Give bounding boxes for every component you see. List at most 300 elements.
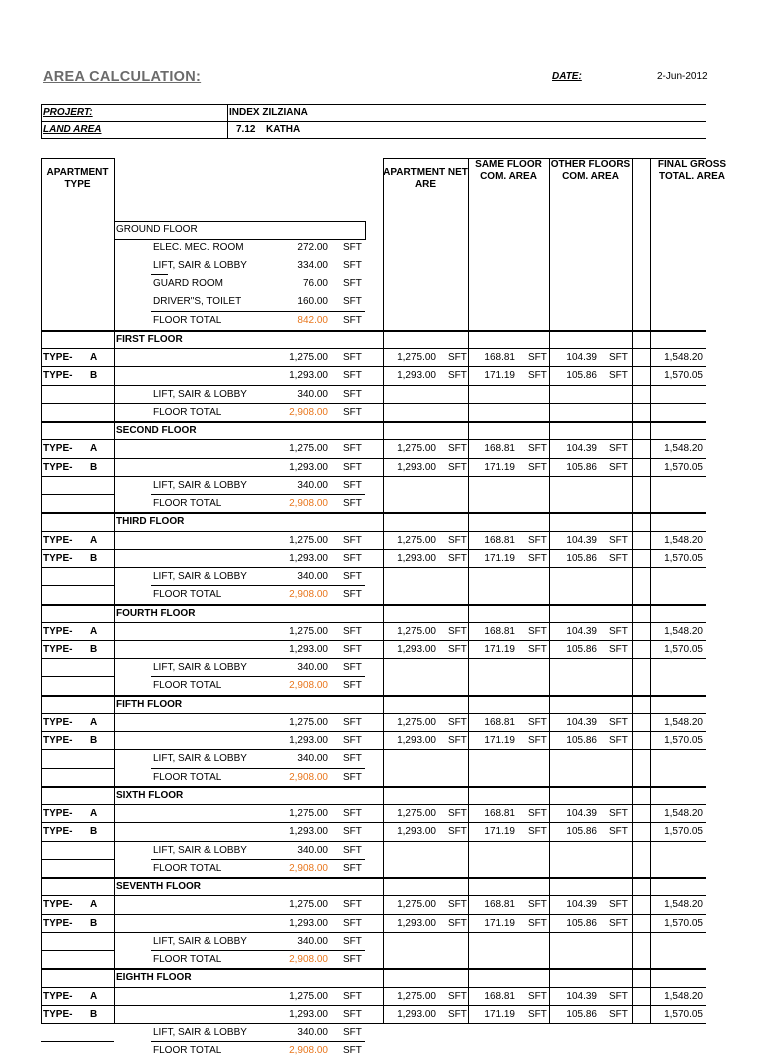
type-letter: B (90, 918, 98, 929)
floor-total-label: FLOOR TOTAL (153, 680, 222, 691)
floor-total-value: 2,908.00 (289, 954, 328, 965)
floor-total-label: FLOOR TOTAL (153, 772, 222, 783)
type-unit: SFT (343, 370, 362, 381)
item-unit: SFT (343, 260, 362, 271)
net-unit: SFT (448, 370, 467, 381)
same-unit: SFT (528, 735, 547, 746)
other-value: 104.39 (566, 443, 597, 454)
type-letter: A (90, 443, 98, 454)
type-unit: SFT (343, 826, 362, 837)
info-top-border (41, 104, 706, 105)
type-row (41, 1006, 706, 1024)
lobby-unit: SFT (343, 1027, 362, 1038)
same-value: 171.19 (484, 370, 515, 381)
ground-floor-item (41, 257, 706, 275)
type-label: TYPE- (43, 462, 73, 473)
lobby-row (41, 842, 706, 860)
floor-total-unit: SFT (343, 863, 362, 874)
lobby-value: 340.00 (297, 662, 328, 673)
item-unit: SFT (343, 242, 362, 253)
land-area-unit: KATHA (266, 124, 301, 135)
item-label: GUARD ROOM (153, 278, 223, 289)
type-letter: A (90, 535, 98, 546)
same-unit: SFT (528, 553, 547, 564)
type-row (41, 623, 706, 641)
item-unit: SFT (343, 278, 362, 289)
other-unit: SFT (609, 991, 628, 1002)
other-unit: SFT (609, 899, 628, 910)
lobby-value: 340.00 (297, 571, 328, 582)
final-value: 1,570.05 (664, 370, 703, 381)
lobby-label: LIFT, SAIR & LOBBY (153, 389, 247, 400)
type-letter: A (90, 991, 98, 1002)
lobby-row (41, 750, 706, 768)
type-label: TYPE- (43, 735, 73, 746)
type-unit: SFT (343, 352, 362, 363)
type-letter: B (90, 826, 98, 837)
final-value: 1,570.05 (664, 644, 703, 655)
other-value: 105.86 (566, 553, 597, 564)
other-value: 104.39 (566, 626, 597, 637)
net-unit: SFT (448, 352, 467, 363)
same-value: 171.19 (484, 735, 515, 746)
type-label: TYPE- (43, 826, 73, 837)
type-unit: SFT (343, 626, 362, 637)
type-row (41, 714, 706, 732)
same-value: 168.81 (484, 443, 515, 454)
lift-underline-accent (151, 274, 168, 275)
project-value: INDEX ZILZIANA (229, 107, 308, 118)
net-unit: SFT (448, 644, 467, 655)
other-unit: SFT (609, 717, 628, 728)
same-unit: SFT (528, 626, 547, 637)
floor-title-row (41, 331, 706, 349)
floor-total-label: FLOOR TOTAL (153, 498, 222, 509)
land-area-value: 7.12 (236, 124, 256, 135)
floor-total-unit: SFT (343, 1045, 362, 1056)
lobby-unit: SFT (343, 845, 362, 856)
same-value: 171.19 (484, 918, 515, 929)
type-label: TYPE- (43, 443, 73, 454)
floor-title: EIGHTH FLOOR (116, 972, 192, 983)
other-unit: SFT (609, 553, 628, 564)
type-unit: SFT (343, 899, 362, 910)
net-unit: SFT (448, 535, 467, 546)
net-value: 1,275.00 (397, 808, 436, 819)
final-value: 1,548.20 (664, 717, 703, 728)
floor-title-row (41, 422, 706, 440)
item-label: DRIVER"S, TOILET (153, 296, 242, 307)
floor-total-row (41, 495, 706, 513)
type-row (41, 823, 706, 841)
final-value: 1,548.20 (664, 535, 703, 546)
lobby-unit: SFT (343, 571, 362, 582)
other-unit: SFT (609, 808, 628, 819)
net-value: 1,275.00 (397, 443, 436, 454)
floor-total-row (41, 769, 706, 787)
net-value: 1,275.00 (397, 899, 436, 910)
final-value: 1,570.05 (664, 735, 703, 746)
info-left-border (41, 104, 42, 138)
other-value: 105.86 (566, 735, 597, 746)
same-unit: SFT (528, 462, 547, 473)
type-row (41, 459, 706, 477)
same-unit: SFT (528, 352, 547, 363)
floor-title-row (41, 513, 706, 531)
floor-total-row (41, 404, 706, 422)
net-unit: SFT (448, 918, 467, 929)
other-value: 105.86 (566, 918, 597, 929)
final-value: 1,548.20 (664, 808, 703, 819)
final-value: 1,570.05 (664, 553, 703, 564)
floor-title: SEVENTH FLOOR (116, 881, 202, 892)
type-unit: SFT (343, 644, 362, 655)
same-value: 168.81 (484, 899, 515, 910)
type-row (41, 349, 706, 367)
type-row (41, 805, 706, 823)
same-unit: SFT (528, 717, 547, 728)
final-value: 1,548.20 (664, 899, 703, 910)
same-unit: SFT (528, 443, 547, 454)
other-value: 104.39 (566, 535, 597, 546)
type-letter: A (90, 899, 98, 910)
other-unit: SFT (609, 535, 628, 546)
type-area: 1,275.00 (289, 626, 328, 637)
floor-total-label: FLOOR TOTAL (153, 407, 222, 418)
floor-total-value: 2,908.00 (289, 589, 328, 600)
type-letter: B (90, 370, 98, 381)
type-row (41, 988, 706, 1006)
floor-total-value: 2,908.00 (289, 1045, 328, 1056)
other-value: 104.39 (566, 352, 597, 363)
lobby-label: LIFT, SAIR & LOBBY (153, 753, 247, 764)
type-area: 1,293.00 (289, 826, 328, 837)
ground-floor-title: GROUND FLOOR (116, 224, 198, 235)
lobby-row (41, 477, 706, 495)
floor-total-row (41, 951, 706, 969)
type-letter: A (90, 808, 98, 819)
net-unit: SFT (448, 808, 467, 819)
other-unit: SFT (609, 735, 628, 746)
type-letter: B (90, 644, 98, 655)
floor-total-value: 2,908.00 (289, 407, 328, 418)
lobby-unit: SFT (343, 480, 362, 491)
info-mid-border (41, 121, 706, 122)
other-value: 105.86 (566, 1009, 597, 1020)
type-unit: SFT (343, 918, 362, 929)
other-unit: SFT (609, 370, 628, 381)
type-row (41, 732, 706, 750)
final-value: 1,570.05 (664, 826, 703, 837)
floor-total-unit: SFT (343, 498, 362, 509)
header-same-floor: SAME FLOOR COM. AREA (475, 159, 542, 182)
floor-total-row (41, 586, 706, 604)
net-unit: SFT (448, 899, 467, 910)
floor-title: FOURTH FLOOR (116, 608, 196, 619)
other-unit: SFT (609, 626, 628, 637)
type-label: TYPE- (43, 535, 73, 546)
net-value: 1,293.00 (397, 370, 436, 381)
floor-title: FIFTH FLOOR (116, 699, 183, 710)
same-value: 171.19 (484, 1009, 515, 1020)
lobby-value: 340.00 (297, 480, 328, 491)
same-value: 168.81 (484, 535, 515, 546)
final-value: 1,548.20 (664, 352, 703, 363)
type-letter: A (90, 717, 98, 728)
other-unit: SFT (609, 443, 628, 454)
lobby-unit: SFT (343, 753, 362, 764)
type-area: 1,275.00 (289, 808, 328, 819)
net-value: 1,293.00 (397, 644, 436, 655)
lobby-value: 340.00 (297, 1027, 328, 1038)
item-unit: SFT (343, 296, 362, 307)
floor-total-unit: SFT (343, 680, 362, 691)
net-value: 1,293.00 (397, 1009, 436, 1020)
net-unit: SFT (448, 462, 467, 473)
ground-floor-total-row (41, 312, 706, 330)
type-letter: B (90, 1009, 98, 1020)
type-letter: B (90, 735, 98, 746)
type-area: 1,293.00 (289, 644, 328, 655)
same-value: 171.19 (484, 644, 515, 655)
type-area: 1,275.00 (289, 535, 328, 546)
type-unit: SFT (343, 1009, 362, 1020)
header-other-floors: OTHER FLOORS COM. AREA (550, 159, 631, 182)
net-unit: SFT (448, 826, 467, 837)
lobby-unit: SFT (343, 936, 362, 947)
other-unit: SFT (609, 918, 628, 929)
other-unit: SFT (609, 1009, 628, 1020)
date-value: 2-Jun-2012 (657, 71, 708, 82)
type-area: 1,275.00 (289, 443, 328, 454)
lobby-label: LIFT, SAIR & LOBBY (153, 662, 247, 673)
final-value: 1,570.05 (664, 918, 703, 929)
lobby-label: LIFT, SAIR & LOBBY (153, 845, 247, 856)
type-unit: SFT (343, 735, 362, 746)
info-bottom-border (41, 138, 706, 139)
final-value: 1,548.20 (664, 991, 703, 1002)
type-label: TYPE- (43, 918, 73, 929)
floor-total-value: 842.00 (297, 315, 328, 326)
type-unit: SFT (343, 535, 362, 546)
header-final-gross-clip (650, 159, 727, 189)
floor-title-row (41, 696, 706, 714)
ground-floor-title-row (41, 221, 706, 239)
net-value: 1,293.00 (397, 462, 436, 473)
floor-total-value: 2,908.00 (289, 498, 328, 509)
net-unit: SFT (448, 1009, 467, 1020)
same-value: 171.19 (484, 462, 515, 473)
net-value: 1,275.00 (397, 626, 436, 637)
floor-total-value: 2,908.00 (289, 772, 328, 783)
net-value: 1,275.00 (397, 352, 436, 363)
type-letter: A (90, 626, 98, 637)
floor-total-unit: SFT (343, 589, 362, 600)
header-final-gross: FINAL GROSS TOTAL. AREA (657, 159, 727, 182)
floor-total-value: 2,908.00 (289, 863, 328, 874)
floor-title-row (41, 787, 706, 805)
final-value: 1,548.20 (664, 626, 703, 637)
type-label: TYPE- (43, 626, 73, 637)
floor-total-unit: SFT (343, 954, 362, 965)
type-area: 1,293.00 (289, 918, 328, 929)
type-area: 1,275.00 (289, 899, 328, 910)
lobby-value: 340.00 (297, 845, 328, 856)
type-letter: B (90, 462, 98, 473)
final-value: 1,570.05 (664, 462, 703, 473)
net-value: 1,293.00 (397, 918, 436, 929)
floor-total-unit: SFT (343, 772, 362, 783)
type-unit: SFT (343, 717, 362, 728)
lobby-row (41, 933, 706, 951)
lobby-row (41, 386, 706, 404)
type-label: TYPE- (43, 899, 73, 910)
floor-title: SECOND FLOOR (116, 425, 197, 436)
type-label: TYPE- (43, 991, 73, 1002)
lobby-row (41, 568, 706, 586)
floor-title-row (41, 969, 706, 987)
lobby-unit: SFT (343, 389, 362, 400)
type-area: 1,293.00 (289, 1009, 328, 1020)
net-unit: SFT (448, 991, 467, 1002)
lobby-value: 340.00 (297, 753, 328, 764)
ground-floor-item (41, 275, 706, 293)
type-row (41, 440, 706, 458)
lobby-unit: SFT (343, 662, 362, 673)
type-unit: SFT (343, 991, 362, 1002)
ground-floor-item (41, 293, 706, 311)
item-label: ELEC. MEC. ROOM (153, 242, 244, 253)
ground-floor-item (41, 239, 706, 257)
lobby-label: LIFT, SAIR & LOBBY (153, 936, 247, 947)
lobby-label: LIFT, SAIR & LOBBY (153, 571, 247, 582)
same-value: 168.81 (484, 626, 515, 637)
net-value: 1,293.00 (397, 553, 436, 564)
type-label: TYPE- (43, 1009, 73, 1020)
item-value: 272.00 (297, 242, 328, 253)
type-area: 1,293.00 (289, 735, 328, 746)
lobby-value: 340.00 (297, 936, 328, 947)
other-value: 105.86 (566, 370, 597, 381)
type-letter: B (90, 553, 98, 564)
floor-total-unit: SFT (343, 315, 362, 326)
other-value: 104.39 (566, 899, 597, 910)
final-value: 1,570.05 (664, 1009, 703, 1020)
date-label: DATE: (552, 71, 582, 82)
other-value: 105.86 (566, 644, 597, 655)
net-unit: SFT (448, 717, 467, 728)
other-value: 105.86 (566, 826, 597, 837)
same-value: 171.19 (484, 826, 515, 837)
final-value: 1,548.20 (664, 443, 703, 454)
type-col-top (41, 158, 114, 159)
floor-total-label: FLOOR TOTAL (153, 315, 222, 326)
net-value: 1,275.00 (397, 717, 436, 728)
type-row (41, 367, 706, 385)
page-title: AREA CALCULATION: (43, 69, 202, 85)
other-unit: SFT (609, 826, 628, 837)
type-label: TYPE- (43, 808, 73, 819)
same-value: 168.81 (484, 808, 515, 819)
floor-total-label: FLOOR TOTAL (153, 1045, 222, 1056)
floor-title-row (41, 878, 706, 896)
type-label: TYPE- (43, 553, 73, 564)
lobby-label: LIFT, SAIR & LOBBY (153, 480, 247, 491)
item-label: LIFT, SAIR & LOBBY (153, 260, 247, 271)
same-value: 168.81 (484, 352, 515, 363)
item-value: 76.00 (302, 278, 328, 289)
other-value: 104.39 (566, 808, 597, 819)
item-value: 334.00 (297, 260, 328, 271)
type-label: TYPE- (43, 717, 73, 728)
type-row (41, 641, 706, 659)
type-row (41, 896, 706, 914)
other-value: 105.86 (566, 462, 597, 473)
type-area: 1,275.00 (289, 717, 328, 728)
same-value: 171.19 (484, 553, 515, 564)
other-value: 104.39 (566, 717, 597, 728)
floor-title: FIRST FLOOR (116, 334, 183, 345)
net-value: 1,293.00 (397, 735, 436, 746)
same-value: 168.81 (484, 717, 515, 728)
type-area: 1,293.00 (289, 370, 328, 381)
same-value: 168.81 (484, 991, 515, 1002)
type-unit: SFT (343, 553, 362, 564)
type-unit: SFT (343, 808, 362, 819)
floor-total-row (41, 1042, 706, 1060)
same-unit: SFT (528, 826, 547, 837)
type-letter: A (90, 352, 98, 363)
lobby-row (41, 1024, 706, 1042)
type-row (41, 532, 706, 550)
same-unit: SFT (528, 535, 547, 546)
type-area: 1,293.00 (289, 553, 328, 564)
floor-total-label: FLOOR TOTAL (153, 863, 222, 874)
type-label: TYPE- (43, 644, 73, 655)
same-unit: SFT (528, 899, 547, 910)
floor-title-row (41, 605, 706, 623)
floor-total-value: 2,908.00 (289, 680, 328, 691)
other-unit: SFT (609, 462, 628, 473)
same-unit: SFT (528, 918, 547, 929)
lobby-label: LIFT, SAIR & LOBBY (153, 1027, 247, 1038)
same-unit: SFT (528, 370, 547, 381)
type-label: TYPE- (43, 370, 73, 381)
land-area-label: LAND AREA (43, 124, 102, 135)
type-unit: SFT (343, 462, 362, 473)
net-value: 1,275.00 (397, 535, 436, 546)
same-unit: SFT (528, 644, 547, 655)
other-value: 104.39 (566, 991, 597, 1002)
type-unit: SFT (343, 443, 362, 454)
net-value: 1,293.00 (397, 826, 436, 837)
floor-title: SIXTH FLOOR (116, 790, 184, 801)
net-value: 1,275.00 (397, 991, 436, 1002)
same-unit: SFT (528, 1009, 547, 1020)
type-area: 1,275.00 (289, 991, 328, 1002)
net-unit: SFT (448, 553, 467, 564)
type-row (41, 550, 706, 568)
net-unit: SFT (448, 443, 467, 454)
floor-total-unit: SFT (343, 407, 362, 418)
floor-total-label: FLOOR TOTAL (153, 589, 222, 600)
floor-total-row (41, 677, 706, 695)
net-unit: SFT (448, 626, 467, 637)
floor-title: THIRD FLOOR (116, 516, 185, 527)
lobby-row (41, 659, 706, 677)
type-area: 1,293.00 (289, 462, 328, 473)
type-label: TYPE- (43, 352, 73, 363)
